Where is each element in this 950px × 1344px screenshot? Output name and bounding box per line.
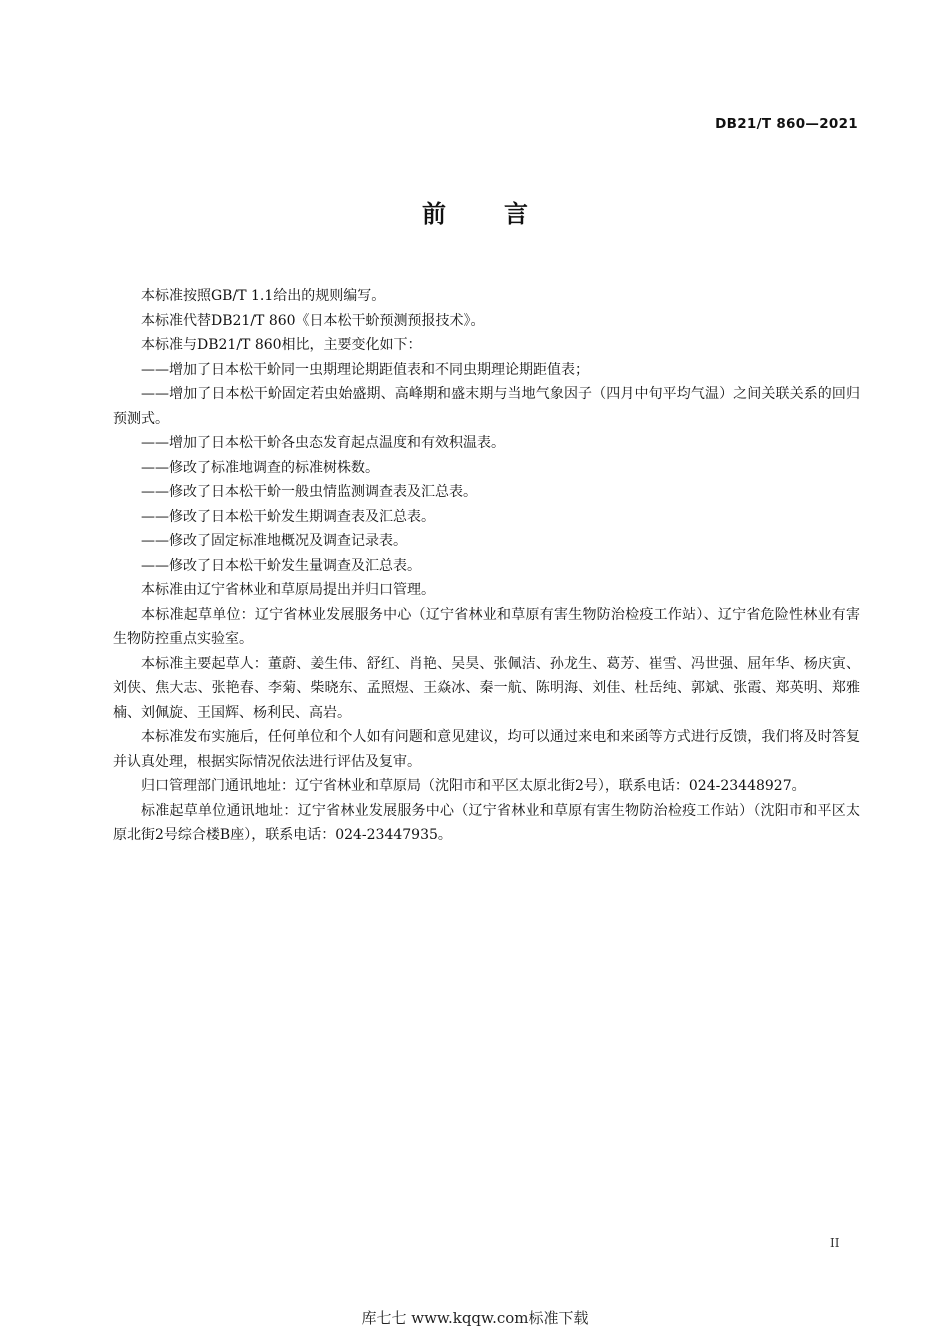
change-item: ——增加了日本松干蚧同一虫期理论期距值表和不同虫期理论期距值表；: [141, 361, 589, 378]
paragraph-changes-intro: 本标准与DB21/T 860相比，主要变化如下：: [141, 337, 422, 353]
page-number: II: [830, 1236, 840, 1250]
page-title: 前言: [422, 200, 586, 228]
foreword-body: [113, 284, 860, 848]
document-code: DB21/T 860—2021: [715, 116, 858, 132]
paragraph-feedback: 本标准发布实施后，任何单位和个人如有问题和意见建议，均可以通过来电和来函等方式进行反馈，我们将及时答复并认真处理，根据实际情况依法进行评估及复审。: [113, 729, 860, 770]
change-item: ——修改了标准地调查的标准树株数。: [141, 459, 379, 476]
paragraph-drafters: 本标准主要起草人：董蔚、姜生伟、舒红、肖艳、吴昊、张佩洁、孙龙生、葛芳、崔雪、冯世强、屈年华、杨庆寅、刘侠、焦大志、张艳春、李菊、柴晓东、孟照煜、王焱冰、秦一航、陈明海、刘佳、杜岳纯、郭斌、张霞、郑英明、郑雅楠、刘佩旋、王国辉、杨利民、高岩。: [113, 655, 860, 721]
paragraph-drafting-units: 本标准起草单位：辽宁省林业发展服务中心（辽宁省林业和草原有害生物防治检疫工作站）、辽宁省危险性林业有害生物防控重点实验室。: [113, 606, 860, 647]
change-item: ——修改了日本松干蚧一般虫情监测调查表及汇总表。: [141, 484, 477, 500]
change-item: ——修改了日本松干蚧发生量调查及汇总表。: [141, 557, 421, 574]
watermark-footer: 库七七 www.kqqw.com标准下载: [361, 1309, 589, 1327]
paragraph-authority-address: 归口管理部门通讯地址：辽宁省林业和草原局（沈阳市和平区太原北街2号），联系电话：024-23448927。: [141, 778, 806, 794]
paragraph-proposer: 本标准由辽宁省林业和草原局提出并归口管理。: [141, 582, 435, 598]
paragraph-replaces: 本标准代替DB21/T 860《日本松干蚧预测预报技术》。: [141, 312, 485, 329]
paragraph-drafting-rules: 本标准按照GB/T 1.1给出的规则编写。: [141, 288, 386, 304]
paragraph-drafter-address: 标准起草单位通讯地址：辽宁省林业发展服务中心（辽宁省林业和草原有害生物防治检疫工作站）（沈阳市和平区太原北街2号综合楼B座），联系电话：024-23447935。: [113, 802, 860, 843]
change-item: ——修改了日本松干蚧发生期调查表及汇总表。: [141, 508, 435, 525]
change-item: ——增加了日本松干蚧各虫态发育起点温度和有效积温表。: [141, 435, 505, 451]
change-item: ——增加了日本松干蚧固定若虫始盛期、高峰期和盛末期与当地气象因子（四月中旬平均气温）之间关联关系的回归预测式。: [113, 386, 860, 427]
change-item: ——修改了固定标准地概况及调查记录表。: [141, 533, 407, 549]
